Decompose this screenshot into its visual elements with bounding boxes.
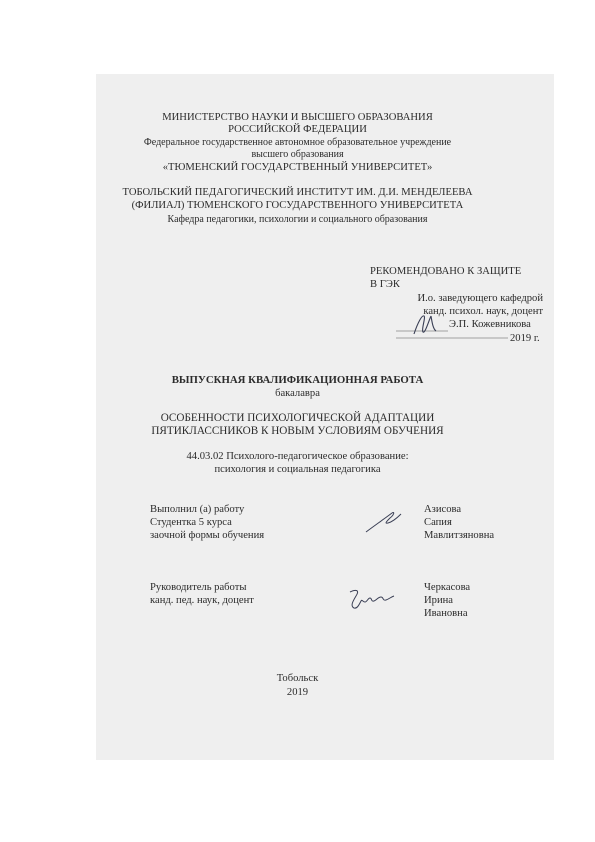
program-line-1: 44.03.02 Психолого-педагогическое образование: (186, 451, 409, 462)
degree-label: бакалавра (275, 388, 320, 399)
approval-commission: В ГЭК (370, 279, 400, 290)
footer-year: 2019 (286, 687, 309, 698)
work-type: ВЫПУСКНАЯ КВАЛИФИКАЦИОННАЯ РАБОТА (171, 374, 424, 386)
supervisor-signature (344, 586, 400, 614)
supervisor-label-2: канд. пед. наук, доцент (150, 595, 254, 606)
approval-name: Э.П. Кожевникова (449, 319, 531, 330)
year-underline (396, 336, 516, 340)
approval-position-2: канд. психол. наук, доцент (423, 306, 543, 317)
city: Тобольск (276, 673, 319, 684)
topic-line-2: ПЯТИКЛАССНИКОВ К НОВЫМ УСЛОВИЯМ ОБУЧЕНИЯ (151, 425, 444, 437)
author-label-2: Студентка 5 курса (150, 517, 232, 528)
supervisor-first-name: Ирина (424, 595, 453, 606)
branch-line-1: ТОБОЛЬСКИЙ ПЕДАГОГИЧЕСКИЙ ИНСТИТУТ ИМ. Д.И. МЕНДЕЛЕЕВА (122, 187, 473, 198)
ministry-line-2: РОССИЙСКОЙ ФЕДЕРАЦИИ (228, 124, 367, 135)
supervisor-patronymic: Ивановна (424, 608, 468, 619)
supervisor-label-1: Руководитель работы (150, 582, 247, 593)
author-signature (360, 506, 408, 536)
approval-position-1: И.о. заведующего кафедрой (417, 293, 543, 304)
author-patronymic: Мавлитзяновна (424, 530, 495, 541)
author-surname: Азисова (424, 504, 462, 515)
author-label-1: Выполнил (а) работу (150, 504, 245, 515)
institution-line-1: Федеральное государственное автономное образовательное учреждение (143, 137, 452, 148)
program-line-2: психология и социальная педагогика (214, 464, 381, 475)
approval-year: 2019 г. (510, 333, 540, 344)
university-name: «ТЮМЕНСКИЙ ГОСУДАРСТВЕННЫЙ УНИВЕРСИТЕТ» (162, 162, 433, 173)
ministry-line-1: МИНИСТЕРСТВО НАУКИ И ВЫСШЕГО ОБРАЗОВАНИЯ (162, 112, 433, 123)
supervisor-surname: Черкасова (424, 582, 471, 593)
topic-line-1: ОСОБЕННОСТИ ПСИХОЛОГИЧЕСКОЙ АДАПТАЦИИ (160, 412, 435, 424)
author-first-name: Сапия (424, 517, 452, 528)
department-name: Кафедра педагогики, психологии и социального образования (167, 214, 428, 225)
author-label-3: заочной формы обучения (150, 530, 265, 541)
approval-recommended: РЕКОМЕНДОВАНО К ЗАЩИТЕ (370, 266, 522, 277)
institution-line-2: высшего образования (251, 149, 344, 160)
branch-line-2: (ФИЛИАЛ) ТЮМЕНСКОГО ГОСУДАРСТВЕННОГО УНИВЕРСИТЕТА (131, 200, 464, 211)
